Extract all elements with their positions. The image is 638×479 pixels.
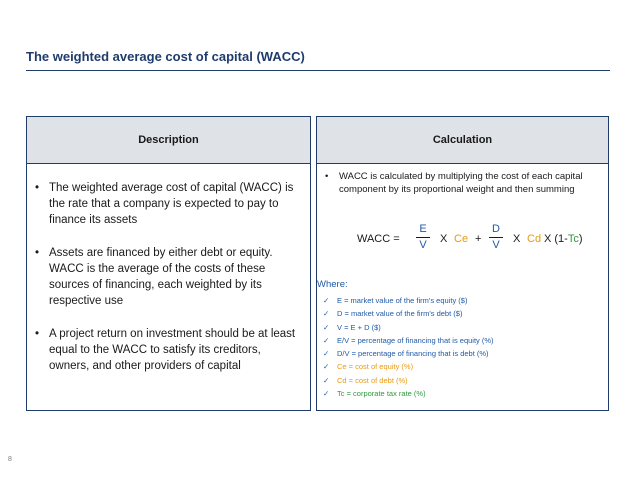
checkmark-icon: ✓ [323,309,330,319]
description-bullet: • The weighted average cost of capital (WACC) is the rate that a company is expected to pay to finance its assets [27,180,310,228]
checkmark-icon: ✓ [323,389,330,399]
definition-item: ✓ Tc = corporate tax rate (%) [323,387,603,400]
description-bullet: • A project return on investment should be at least equal to the WACC to satisfy its creditors, owners, and other providers of capital [27,326,310,374]
definition-item: ✓ Cd = cost of debt (%) [323,374,603,387]
debt-fraction-denominator: V [492,239,500,251]
title-divider [26,70,610,71]
description-header: Description [27,117,310,164]
calculation-panel [316,116,609,411]
checkmark-icon: ✓ [323,296,330,305]
description-panel [26,116,311,411]
equity-fraction-denominator: V [419,239,427,251]
formula-plus: + [475,233,482,245]
formula-cd: Cd [527,233,542,245]
page-number: 8 [8,456,12,463]
definition-item: ✓ D = market value of the firm's debt ($) [323,307,603,320]
definitions-list [323,294,603,400]
fraction-bar [489,237,503,238]
formula-close-paren: ) [578,233,583,245]
calculation-intro-bullet: • WACC is calculated by multiplying the cost of each capital component by its proportional weight and then summing [317,170,608,196]
debt-fraction-numerator: D [492,223,500,235]
formula-multiply-open: X (1- [544,233,568,245]
definition-item: ✓ V = E + D ($) [323,321,603,334]
description-bullet-list [27,180,310,391]
equity-fraction [416,223,430,252]
definition-item: ✓ Ce = cost of equity (%) [323,360,603,373]
checkmark-icon: ✓ [323,362,330,372]
checkmark-icon: ✓ [323,322,330,332]
definition-item: ✓ E = market value of the firm's equity ($) [323,294,603,307]
checkmark-icon: ✓ [323,375,330,385]
definition-item: ✓ E/V = percentage of financing that is equity (%) [323,334,603,347]
formula-multiply: X [513,233,521,245]
formula-ce: Ce [454,233,469,245]
description-bullet: • Assets are financed by either debt or equity. WACC is the average of the costs of these sources of financing, each weighted by its respective use [27,245,310,309]
equity-fraction-numerator: E [419,223,427,235]
formula-multiply: X [440,233,448,245]
slide-title: The weighted average cost of capital (WACC) [26,49,305,64]
debt-fraction [489,223,503,252]
formula-tax-factor [544,233,583,245]
fraction-bar [416,237,430,238]
formula-lhs: WACC = [357,233,400,245]
checkmark-icon: ✓ [323,349,330,359]
calculation-header: Calculation [317,117,608,164]
checkmark-icon: ✓ [323,335,330,345]
where-label: Where: [317,279,348,290]
formula-tc: Tc [567,233,579,245]
wacc-formula [317,221,608,257]
definition-item: ✓ D/V = percentage of financing that is debt (%) [323,347,603,360]
